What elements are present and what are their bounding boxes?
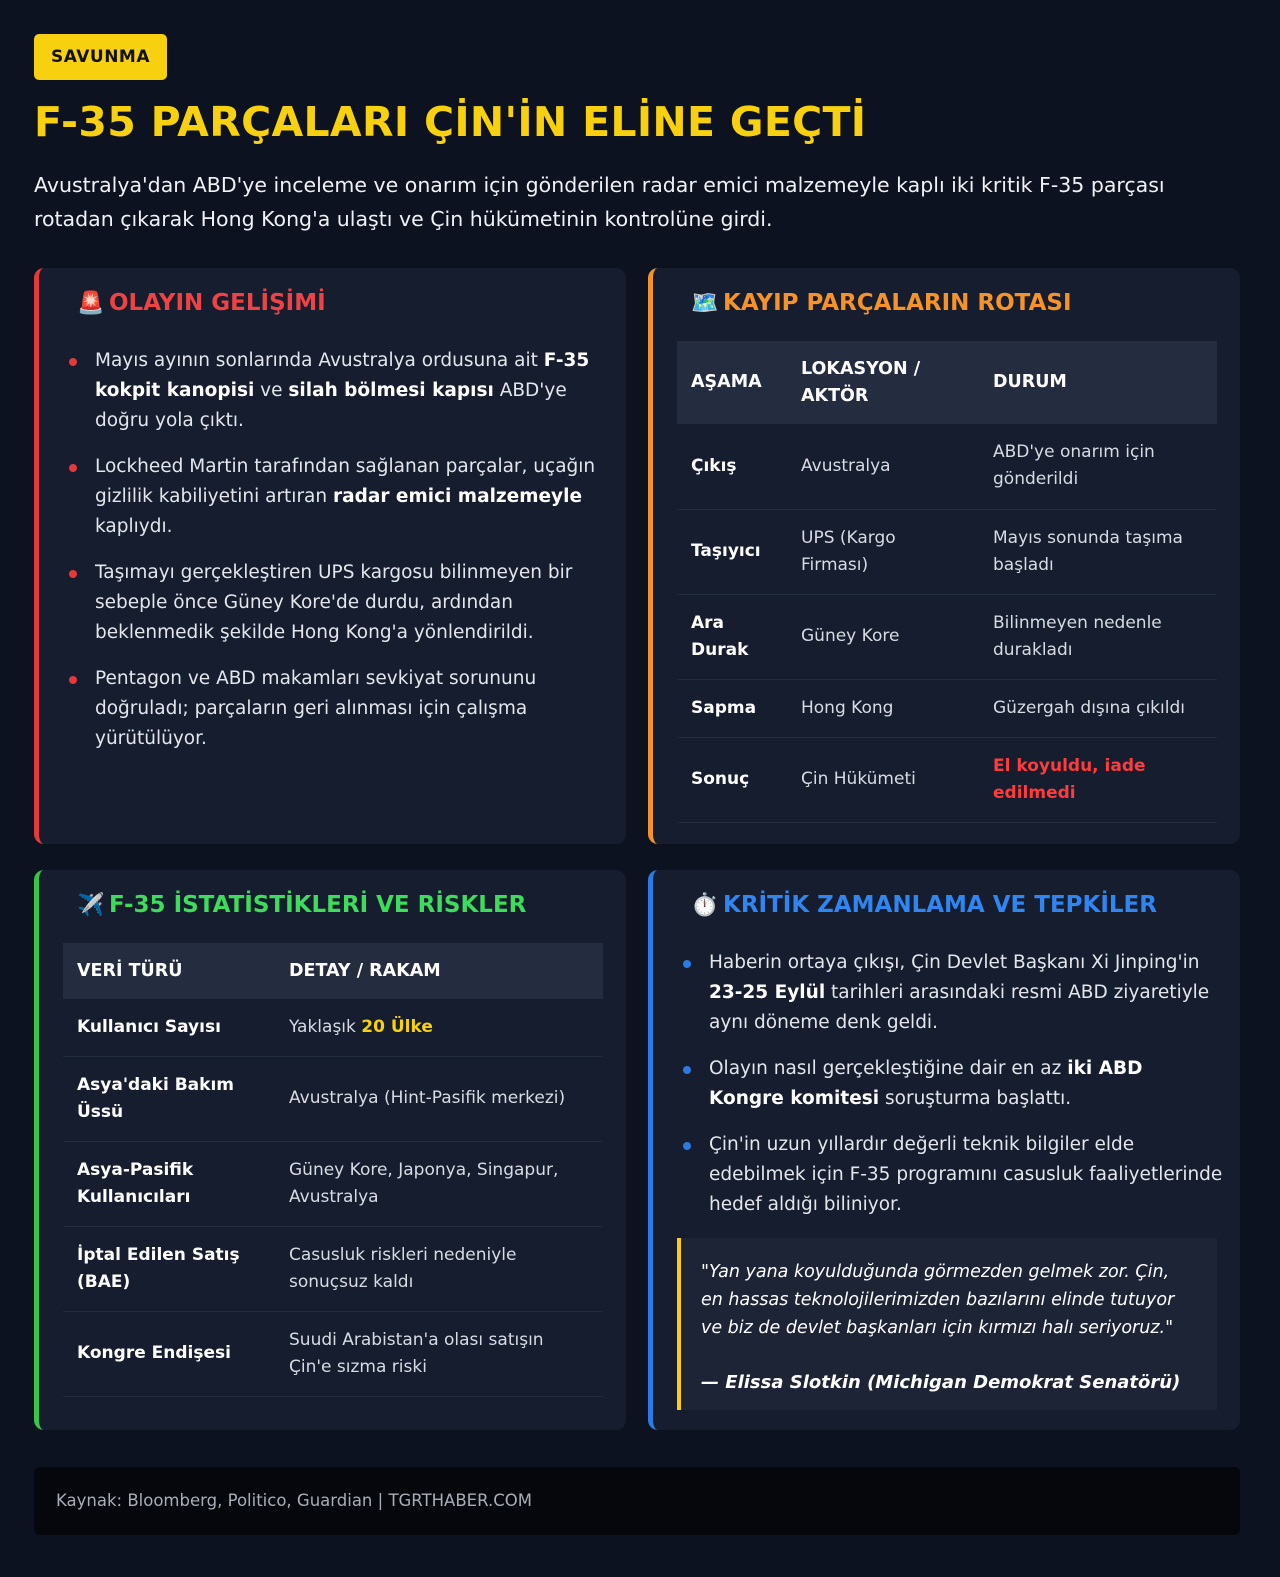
table-header-row bbox=[63, 943, 603, 999]
column-header: DETAY / RAKAM bbox=[275, 943, 603, 999]
airplane-icon: ✈️ bbox=[77, 892, 105, 918]
value-cell: Yaklaşık 20 Ülke bbox=[275, 999, 603, 1056]
table-row bbox=[677, 679, 1217, 737]
quote-text: "Yan yana koyulduğunda görmezden gelmek zor. Çin, en hassas teknolojilerimizden bazılarını elinde tutuyor ve biz de devlet başkanları için kırmızı halı seriyoruz." bbox=[701, 1262, 1175, 1338]
list-item: Taşımayı gerçekleştiren UPS kargosu bilinmeyen bir sebeple önce Güney Kore'de durdu, ardından beklenmedik şekilde Hong Kong'a yönlendirildi. bbox=[69, 558, 609, 648]
stage-cell: Sapma bbox=[677, 679, 787, 737]
stats-title-text: F-35 İSTATİSTİKLERİ VE RİSKLER bbox=[109, 892, 527, 918]
highlight-value: 20 Ülke bbox=[361, 1016, 433, 1037]
table-row bbox=[63, 1311, 603, 1396]
events-title bbox=[77, 290, 326, 316]
status-cell: Güzergah dışına çıkıldı bbox=[979, 679, 1217, 737]
column-header: LOKASYON / AKTÖR bbox=[787, 341, 979, 424]
key-cell: Asya'daki Bakım Üssü bbox=[63, 1056, 275, 1141]
location-cell: Hong Kong bbox=[787, 679, 979, 737]
value-cell: Casusluk riskleri nedeniyle sonuçsuz kaldı bbox=[275, 1226, 603, 1311]
table-row bbox=[677, 424, 1217, 509]
lead-paragraph: Avustralya'dan ABD'ye inceleme ve onarım için gönderilen radar emici malzemeyle kaplı iki kritik F-35 parçası rotadan çıkarak Hong Kong'a ulaştı ve Çin hükümetinin kontrolüne girdi. bbox=[34, 173, 1165, 231]
list-item: Haberin ortaya çıkışı, Çin Devlet Başkanı Xi Jinping'in 23-25 Eylül tarihleri arasındaki resmi ABD ziyaretiyle aynı döneme denk geldi. bbox=[683, 948, 1223, 1038]
key-cell: İptal Edilen Satış (BAE) bbox=[63, 1226, 275, 1311]
map-icon: 🗺️ bbox=[691, 290, 719, 316]
senator-quote bbox=[677, 1238, 1217, 1410]
location-cell: Avustralya bbox=[787, 424, 979, 509]
stage-cell: Ara Durak bbox=[677, 594, 787, 679]
stage-cell: Taşıyıcı bbox=[677, 509, 787, 594]
route-title bbox=[691, 290, 1072, 316]
list-item: Çin'in uzun yıllardır değerli teknik bilgiler elde edebilmek için F-35 programını casusluk faaliyetlerinde hedef aldığı biliniyor. bbox=[683, 1130, 1223, 1220]
status-cell: ABD'ye onarım için gönderildi bbox=[979, 424, 1217, 509]
key-cell: Asya-Pasifik Kullanıcıları bbox=[63, 1141, 275, 1226]
status-cell: Mayıs sonunda taşıma başladı bbox=[979, 509, 1217, 594]
location-cell: UPS (Kargo Firması) bbox=[787, 509, 979, 594]
list-item: Lockheed Martin tarafından sağlanan parçalar, uçağın gizlilik kabiliyetini artıran radar emici malzemeyle kaplıydı. bbox=[69, 452, 609, 542]
source-footer: Kaynak: Bloomberg, Politico, Guardian | TGRTHABER.COM bbox=[34, 1467, 1240, 1535]
status-cell: Bilinmeyen nedenle durakladı bbox=[979, 594, 1217, 679]
key-cell: Kullanıcı Sayısı bbox=[63, 999, 275, 1056]
stats-table bbox=[63, 943, 603, 1397]
stopwatch-icon: ⏱️ bbox=[691, 892, 719, 918]
headline: F-35 PARÇALARI ÇİN'İN ELİNE GEÇTİ bbox=[34, 98, 867, 146]
stats-title bbox=[77, 892, 526, 918]
stats-card bbox=[34, 870, 626, 1430]
key-cell: Kongre Endişesi bbox=[63, 1311, 275, 1396]
events-title-text: OLAYIN GELİŞİMİ bbox=[109, 290, 326, 316]
stage-cell: Çıkış bbox=[677, 424, 787, 509]
timing-card bbox=[648, 870, 1240, 1430]
column-header: VERİ TÜRÜ bbox=[63, 943, 275, 999]
table-row bbox=[63, 1056, 603, 1141]
location-cell: Çin Hükümeti bbox=[787, 737, 979, 822]
events-card bbox=[34, 268, 626, 844]
quote-author: — Elissa Slotkin (Michigan Demokrat Senatörü) bbox=[701, 1372, 1181, 1393]
status-cell-alert: El koyuldu, iade edilmedi bbox=[979, 737, 1217, 822]
category-tag[interactable]: SAVUNMA bbox=[34, 34, 167, 80]
column-header: DURUM bbox=[979, 341, 1217, 424]
siren-icon: 🚨 bbox=[77, 290, 105, 316]
timing-list bbox=[683, 948, 1223, 1236]
list-item: Olayın nasıl gerçekleştiğine dair en az iki ABD Kongre komitesi soruşturma başlattı. bbox=[683, 1054, 1223, 1114]
column-header: AŞAMA bbox=[677, 341, 787, 424]
location-cell: Güney Kore bbox=[787, 594, 979, 679]
value-cell: Suudi Arabistan'a olası satışın Çin'e sızma riski bbox=[275, 1311, 603, 1396]
events-list bbox=[69, 346, 609, 770]
value-cell: Güney Kore, Japonya, Singapur, Avustralya bbox=[275, 1141, 603, 1226]
route-title-text: KAYIP PARÇALARIN ROTASI bbox=[723, 290, 1072, 316]
list-item: Pentagon ve ABD makamları sevkiyat sorununu doğruladı; parçaların geri alınması için çalışma yürütülüyor. bbox=[69, 664, 609, 754]
table-row bbox=[63, 999, 603, 1056]
table-header-row bbox=[677, 341, 1217, 424]
list-item: Mayıs ayının sonlarında Avustralya ordusuna ait F-35 kokpit kanopisi ve silah bölmesi kapısı ABD'ye doğru yola çıktı. bbox=[69, 346, 609, 436]
table-row bbox=[63, 1226, 603, 1311]
table-row bbox=[63, 1141, 603, 1226]
stage-cell: Sonuç bbox=[677, 737, 787, 822]
route-card bbox=[648, 268, 1240, 844]
timing-title bbox=[691, 892, 1157, 918]
table-row bbox=[677, 737, 1217, 822]
timing-title-text: KRİTİK ZAMANLAMA VE TEPKİLER bbox=[723, 892, 1157, 918]
route-table bbox=[677, 341, 1217, 823]
value-cell: Avustralya (Hint-Pasifik merkezi) bbox=[275, 1056, 603, 1141]
table-row bbox=[677, 594, 1217, 679]
table-row bbox=[677, 509, 1217, 594]
